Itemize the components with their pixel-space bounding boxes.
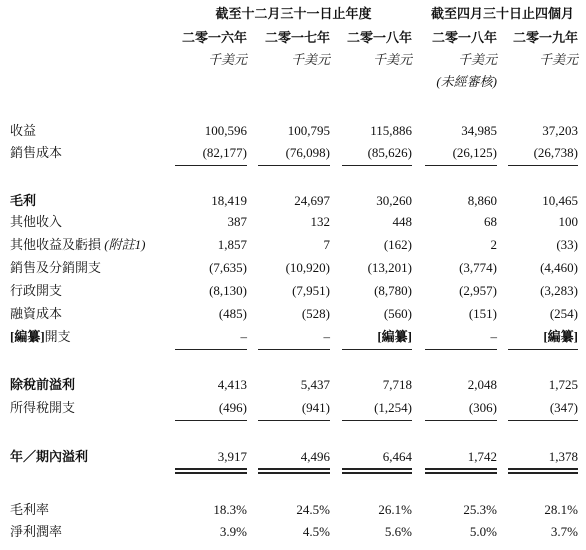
unit-header: 千美元 <box>207 52 247 67</box>
row-gross-profit <box>0 191 586 211</box>
value-cell: (8,780) <box>374 283 412 298</box>
value-cell: (82,177) <box>202 145 247 160</box>
unit-header: 千美元 <box>538 52 578 67</box>
year-header: 二零一七年 <box>264 30 330 45</box>
value-cell: 1,742 <box>467 449 497 464</box>
total-double-rule <box>258 472 330 474</box>
value-cell: 387 <box>227 214 247 229</box>
unaudited-note: (未經審核) <box>436 74 497 89</box>
subtotal-rule <box>175 349 247 350</box>
footnote-reference: (附註1) <box>104 237 146 252</box>
value-cell: 2,048 <box>467 377 497 392</box>
value-cell: 1,378 <box>548 449 578 464</box>
row-revenue <box>0 121 586 141</box>
value-cell: (76,098) <box>285 145 330 160</box>
value-cell: (26,125) <box>452 145 497 160</box>
subtotal-rule <box>508 165 578 166</box>
value-cell: (306) <box>468 400 497 415</box>
value-cell: (254) <box>549 306 578 321</box>
value-cell: (33) <box>556 237 578 252</box>
row-other-gains-losses <box>0 235 586 255</box>
row-label: 其他收入 <box>10 214 63 229</box>
value-cell: (3,774) <box>459 260 497 275</box>
row-label-group <box>10 327 71 347</box>
value-cell: 2 <box>490 237 497 252</box>
total-double-rule <box>342 472 412 474</box>
value-cell: (485) <box>218 306 247 321</box>
year-header: 二零一六年 <box>181 30 247 45</box>
value-cell: 4.5% <box>302 524 330 539</box>
year-header: 二零一八年 <box>431 30 497 45</box>
row-label: 毛利率 <box>10 502 50 517</box>
subtotal-rule <box>425 165 497 166</box>
subtotal-rule <box>175 165 247 166</box>
redacted-value-cell: [編纂] <box>543 329 578 344</box>
row-gross-margin <box>0 500 586 520</box>
row-label: 淨利潤率 <box>10 524 63 539</box>
total-double-rule <box>425 472 497 474</box>
total-double-rule <box>508 472 578 474</box>
value-cell: 3.7% <box>550 524 578 539</box>
value-cell: (8,130) <box>209 283 247 298</box>
value-cell: (528) <box>301 306 330 321</box>
value-cell: 18,419 <box>211 193 247 208</box>
value-cell: 7,718 <box>382 377 412 392</box>
value-cell: – <box>323 329 330 344</box>
subtotal-rule <box>508 420 578 421</box>
value-cell: 100 <box>558 214 578 229</box>
value-cell: (85,626) <box>367 145 412 160</box>
value-cell: 4,496 <box>300 449 330 464</box>
value-cell: 25.3% <box>463 502 497 517</box>
row-label: 所得稅開支 <box>10 400 76 415</box>
value-cell: (7,635) <box>209 260 247 275</box>
value-cell: (4,460) <box>540 260 578 275</box>
value-cell: 28.1% <box>544 502 578 517</box>
value-cell: (13,201) <box>367 260 412 275</box>
total-double-rule <box>508 468 578 470</box>
value-cell: 34,985 <box>461 123 497 138</box>
period-header-row <box>0 4 586 24</box>
subtotal-rule <box>258 349 330 350</box>
interim-period-header: 截至四月三十日止四個月 <box>430 6 574 21</box>
row-redacted-expenses <box>0 327 586 347</box>
row-label: 年／期內溢利 <box>10 449 89 464</box>
value-cell: 24,697 <box>294 193 330 208</box>
row-income-tax <box>0 398 586 418</box>
value-cell: 7 <box>323 237 330 252</box>
year-header: 二零一九年 <box>512 30 578 45</box>
value-cell: 115,886 <box>370 123 412 138</box>
subtotal-rule <box>258 420 330 421</box>
unit-header: 千美元 <box>290 52 330 67</box>
subtotal-rule <box>425 349 497 350</box>
redacted-value-cell: [編纂] <box>377 329 412 344</box>
value-cell: 8,860 <box>467 193 497 208</box>
value-cell: – <box>490 329 497 344</box>
value-cell: 26.1% <box>378 502 412 517</box>
subtotal-rule <box>342 349 412 350</box>
row-label: 銷售成本 <box>10 145 63 160</box>
total-double-rule <box>175 468 247 470</box>
subtotal-rule <box>258 165 330 166</box>
value-cell: 6,464 <box>382 449 412 464</box>
row-finance-costs <box>0 304 586 324</box>
value-cell: (26,738) <box>533 145 578 160</box>
value-cell: (347) <box>549 400 578 415</box>
value-cell: 132 <box>310 214 330 229</box>
subtotal-rule <box>342 420 412 421</box>
value-cell: (7,951) <box>292 283 330 298</box>
value-cell: (560) <box>383 306 412 321</box>
value-cell: 3.9% <box>219 524 247 539</box>
row-label: 融資成本 <box>10 306 63 321</box>
unit-header-row <box>0 50 586 70</box>
value-cell: 1,857 <box>217 237 247 252</box>
row-label: 開支 <box>44 329 71 344</box>
value-cell: 5.0% <box>469 524 497 539</box>
total-double-rule <box>175 472 247 474</box>
unaudited-note-row <box>0 72 586 92</box>
value-cell: 100,596 <box>204 123 247 138</box>
value-cell: 24.5% <box>296 502 330 517</box>
unit-header: 千美元 <box>457 52 497 67</box>
value-cell: (496) <box>218 400 247 415</box>
total-double-rule <box>342 468 412 470</box>
subtotal-rule <box>342 165 412 166</box>
value-cell: 100,795 <box>287 123 330 138</box>
subtotal-rule <box>425 420 497 421</box>
value-cell: (2,957) <box>459 283 497 298</box>
row-profit-for-period <box>0 447 586 467</box>
value-cell: 18.3% <box>213 502 247 517</box>
row-cost-of-sales <box>0 143 586 163</box>
subtotal-rule <box>508 349 578 350</box>
year-header-row <box>0 28 586 48</box>
row-selling-expenses <box>0 258 586 278</box>
row-admin-expenses <box>0 281 586 301</box>
row-label: 銷售及分銷開支 <box>10 260 102 275</box>
row-label-group <box>10 235 145 255</box>
value-cell: (151) <box>468 306 497 321</box>
unit-header: 千美元 <box>372 52 412 67</box>
value-cell: – <box>240 329 247 344</box>
year-header: 二零一八年 <box>346 30 412 45</box>
value-cell: 68 <box>484 214 497 229</box>
value-cell: (3,283) <box>540 283 578 298</box>
value-cell: 10,465 <box>542 193 578 208</box>
row-label: 除稅前溢利 <box>10 377 76 392</box>
value-cell: 1,725 <box>548 377 578 392</box>
value-cell: (1,254) <box>374 400 412 415</box>
row-label: 行政開支 <box>10 283 63 298</box>
redacted-marker: [編纂] <box>10 329 45 344</box>
row-net-margin <box>0 522 586 542</box>
value-cell: (10,920) <box>285 260 330 275</box>
value-cell: (941) <box>301 400 330 415</box>
value-cell: (162) <box>383 237 412 252</box>
subtotal-rule <box>175 420 247 421</box>
row-other-income <box>0 212 586 232</box>
total-double-rule <box>425 468 497 470</box>
value-cell: 30,260 <box>376 193 412 208</box>
value-cell: 3,917 <box>217 449 247 464</box>
value-cell: 5,437 <box>300 377 330 392</box>
value-cell: 4,413 <box>217 377 247 392</box>
value-cell: 448 <box>392 214 412 229</box>
value-cell: 5.6% <box>384 524 412 539</box>
row-profit-before-tax <box>0 375 586 395</box>
value-cell: 37,203 <box>542 123 578 138</box>
annual-period-header: 截至十二月三十一日止年度 <box>215 6 372 21</box>
row-label: 毛利 <box>10 193 37 208</box>
row-label: 其他收益及虧損 <box>10 237 102 252</box>
total-double-rule <box>258 468 330 470</box>
row-label: 收益 <box>10 123 37 138</box>
